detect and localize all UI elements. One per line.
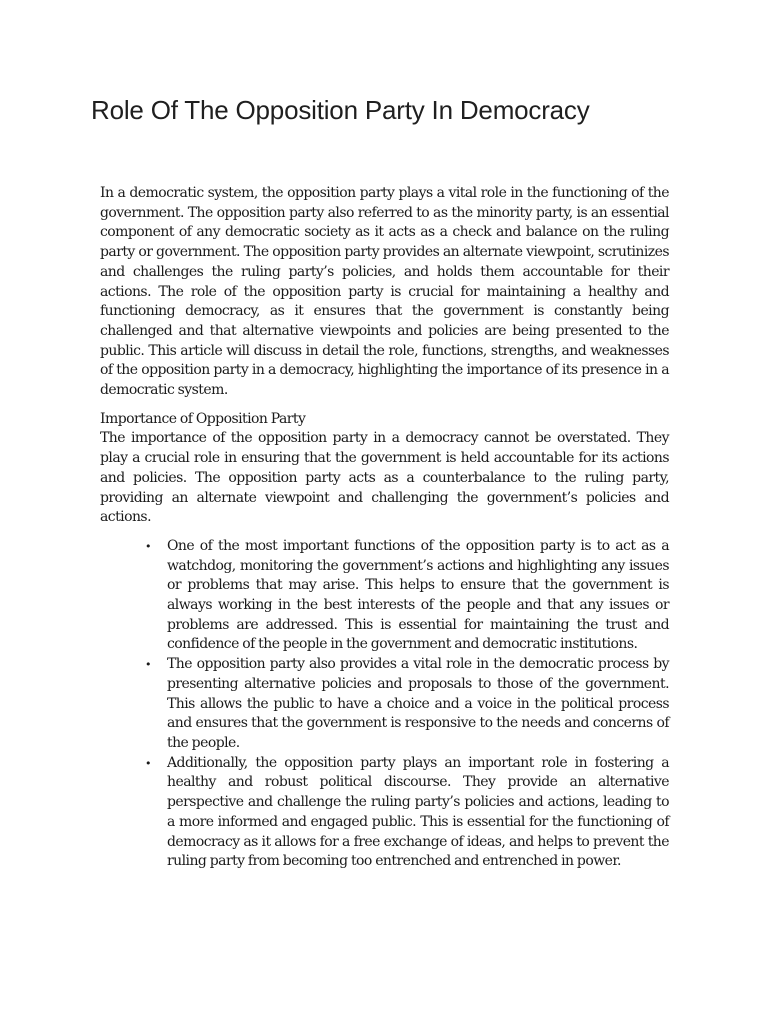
bullet-item (145, 655, 669, 754)
document-body (100, 184, 669, 872)
intro-paragraph: In a democratic system, the opposition party plays a vital role in the functioning of the government. The opposition party also referred to as the minority party, is an essential component of any democratic society as it acts as a check and balance on the ruling party or government. The opposition party provides an alternate viewpoint, scrutinizes and challenges the ruling party’s policies, and holds them accountable for their actions. The role of the opposition party is crucial for maintaining a healthy and functioning democracy, as it ensures that the government is constantly being challenged and that alternative viewpoints and policies are being presented to the public. This article will discuss in detail the role, functions, strengths, and weaknesses of the opposition party in a democracy, highlighting the importance of its presence in a democratic system. (100, 185, 669, 399)
section-paragraph: The importance of the opposition party in a democracy cannot be overstated. They play a crucial role in ensuring that the government is held accountable for its actions and policies. The opposition party acts as a counterbalance to the ruling party, providing an alternate viewpoint and challenging the government’s policies and actions. (100, 430, 669, 526)
document-title: Role Of The Opposition Party In Democracy (91, 95, 590, 125)
bullet-text: The opposition party also provides a vital role in the democratic process by presenting alternative policies and proposals to those of the government. This allows the public to have a choice and a voice in the political process and ensures that the government is responsive to the needs and concerns of the people. (167, 656, 669, 751)
bullet-item (145, 754, 669, 872)
bullet-marker: • (145, 539, 151, 553)
bullet-list (100, 537, 669, 872)
section-heading: Importance of Opposition Party (100, 410, 306, 427)
bullet-marker: • (145, 658, 151, 672)
bullet-text: Additionally, the opposition party plays an important role in fostering a healthy and robust political discourse. They provide an alternative perspective and challenge the ruling party’s policies and actions, leading to a more informed and engaged public. This is essential for the functioning of democracy as it allows for a free exchange of ideas, and helps to prevent the ruling party from becoming too entrenched and entrenched in power. (167, 754, 669, 870)
bullet-text: One of the most important functions of the opposition party is to act as a watchdog, monitoring the government’s actions and highlighting any issues or problems that may arise. This helps to ensure that the government is always working in the best interests of the people and that any issues or problems are addressed. This is essential for maintaining the trust and confidence of the people in the government and democratic institutions. (167, 537, 669, 653)
bullet-item (145, 537, 669, 655)
bullet-marker: • (145, 756, 151, 770)
